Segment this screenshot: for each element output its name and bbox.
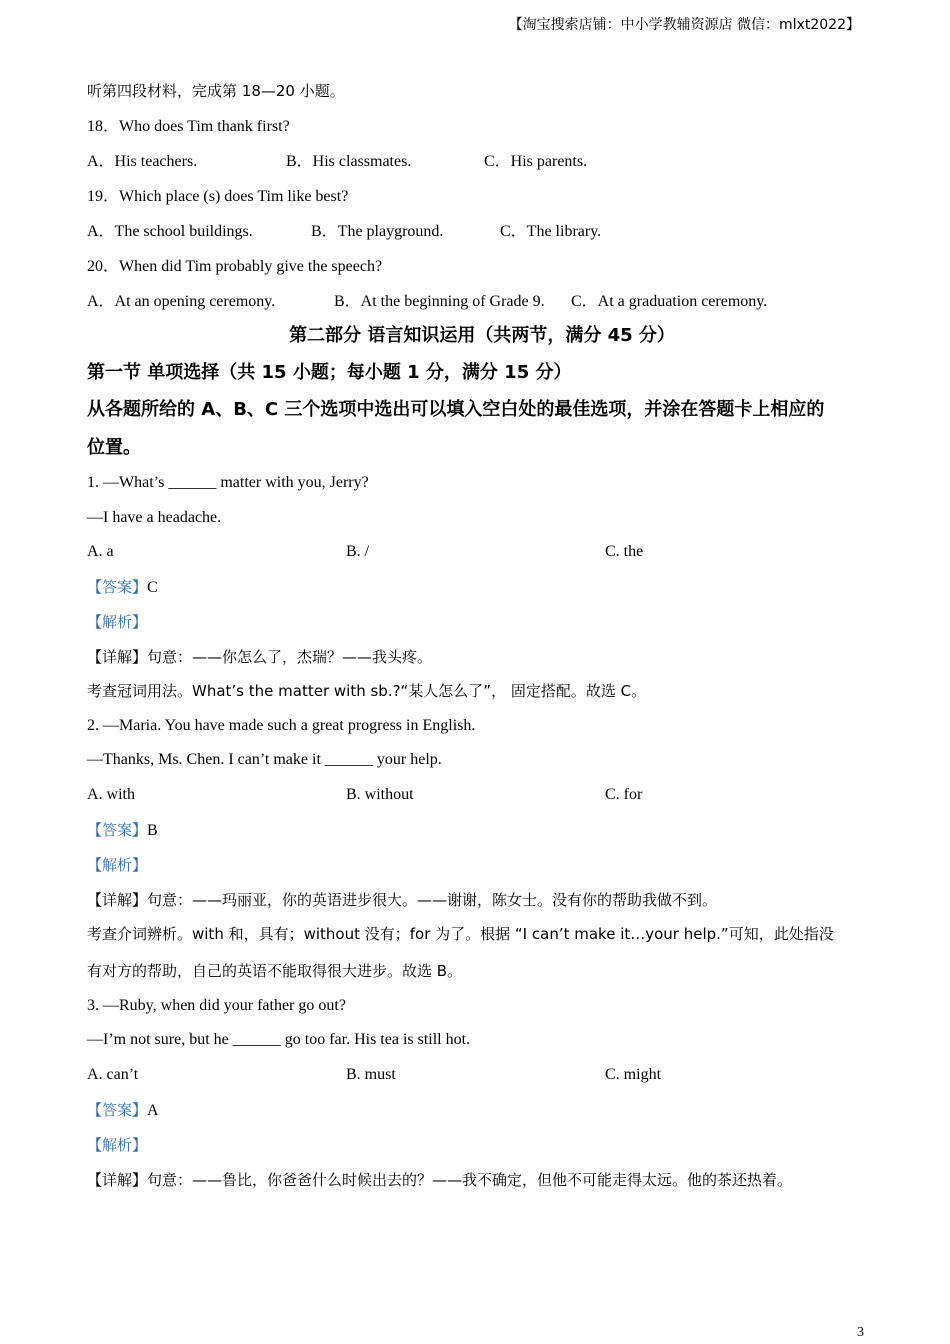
answer-value: C <box>147 579 158 596</box>
mc1-option-b: B. / <box>346 543 370 560</box>
q19-option-c: C．The library. <box>500 223 602 240</box>
q18-option-a: A．His teachers. <box>87 153 198 170</box>
q19-options <box>87 222 601 242</box>
mc2-analysis-label: 【解析】 <box>87 856 148 874</box>
q20-stem: 20．When did Tim probably give the speech? <box>87 258 383 275</box>
answer-label: 【答案】 <box>87 1101 148 1119</box>
mc1-analysis-label: 【解析】 <box>87 613 148 631</box>
q20-option-a: A．At an opening ceremony. <box>87 293 276 310</box>
mc3-answer <box>87 1100 159 1121</box>
mc3-analysis-label: 【解析】 <box>87 1136 148 1154</box>
part2-title: 第二部分 语言知识运用（共两节，满分 45 分） <box>289 325 675 346</box>
mc2-explain-1: 考查介词辨析。with 和，具有；without 没有；for 为了。根据 “I can’t make it…your help.”可知，此处指没 <box>87 925 834 943</box>
mc1-detail <box>87 647 432 667</box>
mc3-option-a: A. can’t <box>87 1066 139 1083</box>
mc3-option-c: C. might <box>605 1066 662 1083</box>
answer-label: 【答案】 <box>87 578 148 596</box>
mc2-line-1: 2. —Maria. You have made such a great progress in English. <box>87 717 476 734</box>
page-header: 【淘宝搜索店铺：中小学教辅资源店 微信：mlxt2022】 <box>508 17 860 33</box>
mc1-option-a: A. a <box>87 543 114 560</box>
instruction-line-1: 从各题所给的 A、B、C 三个选项中选出可以填入空白处的最佳选项，并涂在答题卡上相应的 <box>87 399 825 420</box>
mc1-options <box>87 542 643 562</box>
q20-options <box>87 292 767 312</box>
detail-label: 【详解】 <box>87 891 148 909</box>
mc1-explain: 考查冠词用法。What’s the matter with sb.?“某人怎么了”， 固定搭配。故选 C。 <box>87 682 647 700</box>
mc2-option-a: A. with <box>87 786 135 803</box>
q19-option-b: B．The playground. <box>311 223 444 240</box>
mc2-option-b: B. without <box>346 786 414 803</box>
detail-text: 句意：——玛丽亚，你的英语进步很大。——谢谢，陈女士。没有你的帮助我做不到。 <box>147 891 718 909</box>
section4-intro: 听第四段材料，完成第 18—20 小题。 <box>87 82 345 100</box>
q20-option-b: B．At the beginning of Grade 9. <box>334 293 545 310</box>
mc3-options <box>87 1065 661 1085</box>
mc1-answer <box>87 577 158 598</box>
mc2-explain-2: 有对方的帮助，自己的英语不能取得很大进步。故选 B。 <box>87 962 463 980</box>
q18-option-c: C．His parents. <box>484 153 588 170</box>
mc1-option-c: C. the <box>605 543 644 560</box>
mc2-detail <box>87 890 717 910</box>
detail-text: 句意：——鲁比，你爸爸什么时候出去的？——我不确定，但他不可能走得太远。他的茶还热着。 <box>147 1171 793 1189</box>
answer-value: A <box>147 1102 159 1119</box>
section1-title: 第一节 单项选择（共 15 小题；每小题 1 分，满分 15 分） <box>87 362 572 383</box>
instruction-line-2: 位置。 <box>87 437 141 458</box>
detail-label: 【详解】 <box>87 1171 148 1189</box>
mc3-line-1: 3. —Ruby, when did your father go out? <box>87 997 346 1014</box>
mc2-options <box>87 785 642 805</box>
mc3-detail <box>87 1170 792 1190</box>
mc3-option-b: B. must <box>346 1066 396 1083</box>
q18-options <box>87 152 587 172</box>
q20-option-c: C．At a graduation ceremony. <box>571 293 768 310</box>
mc2-answer <box>87 820 158 841</box>
mc2-line-2: —Thanks, Ms. Chen. I can’t make it ______ your help. <box>87 751 442 768</box>
answer-label: 【答案】 <box>87 821 148 839</box>
q18-option-b: B．His classmates. <box>286 153 412 170</box>
mc2-option-c: C. for <box>605 786 643 803</box>
mc3-line-2: —I’m not sure, but he ______ go too far. His tea is still hot. <box>87 1031 471 1048</box>
mc1-line-1: 1. —What’s ______ matter with you, Jerry? <box>87 474 369 491</box>
detail-text: 句意：——你怎么了，杰瑞？——我头疼。 <box>147 648 433 666</box>
q18-stem: 18．Who does Tim thank first? <box>87 118 290 135</box>
mc1-line-2: —I have a headache. <box>87 509 222 526</box>
answer-value: B <box>147 822 158 839</box>
page-number: 3 <box>857 1325 864 1340</box>
q19-option-a: A．The school buildings. <box>87 223 253 240</box>
q19-stem: 19．Which place (s) does Tim like best? <box>87 188 349 205</box>
detail-label: 【详解】 <box>87 648 148 666</box>
